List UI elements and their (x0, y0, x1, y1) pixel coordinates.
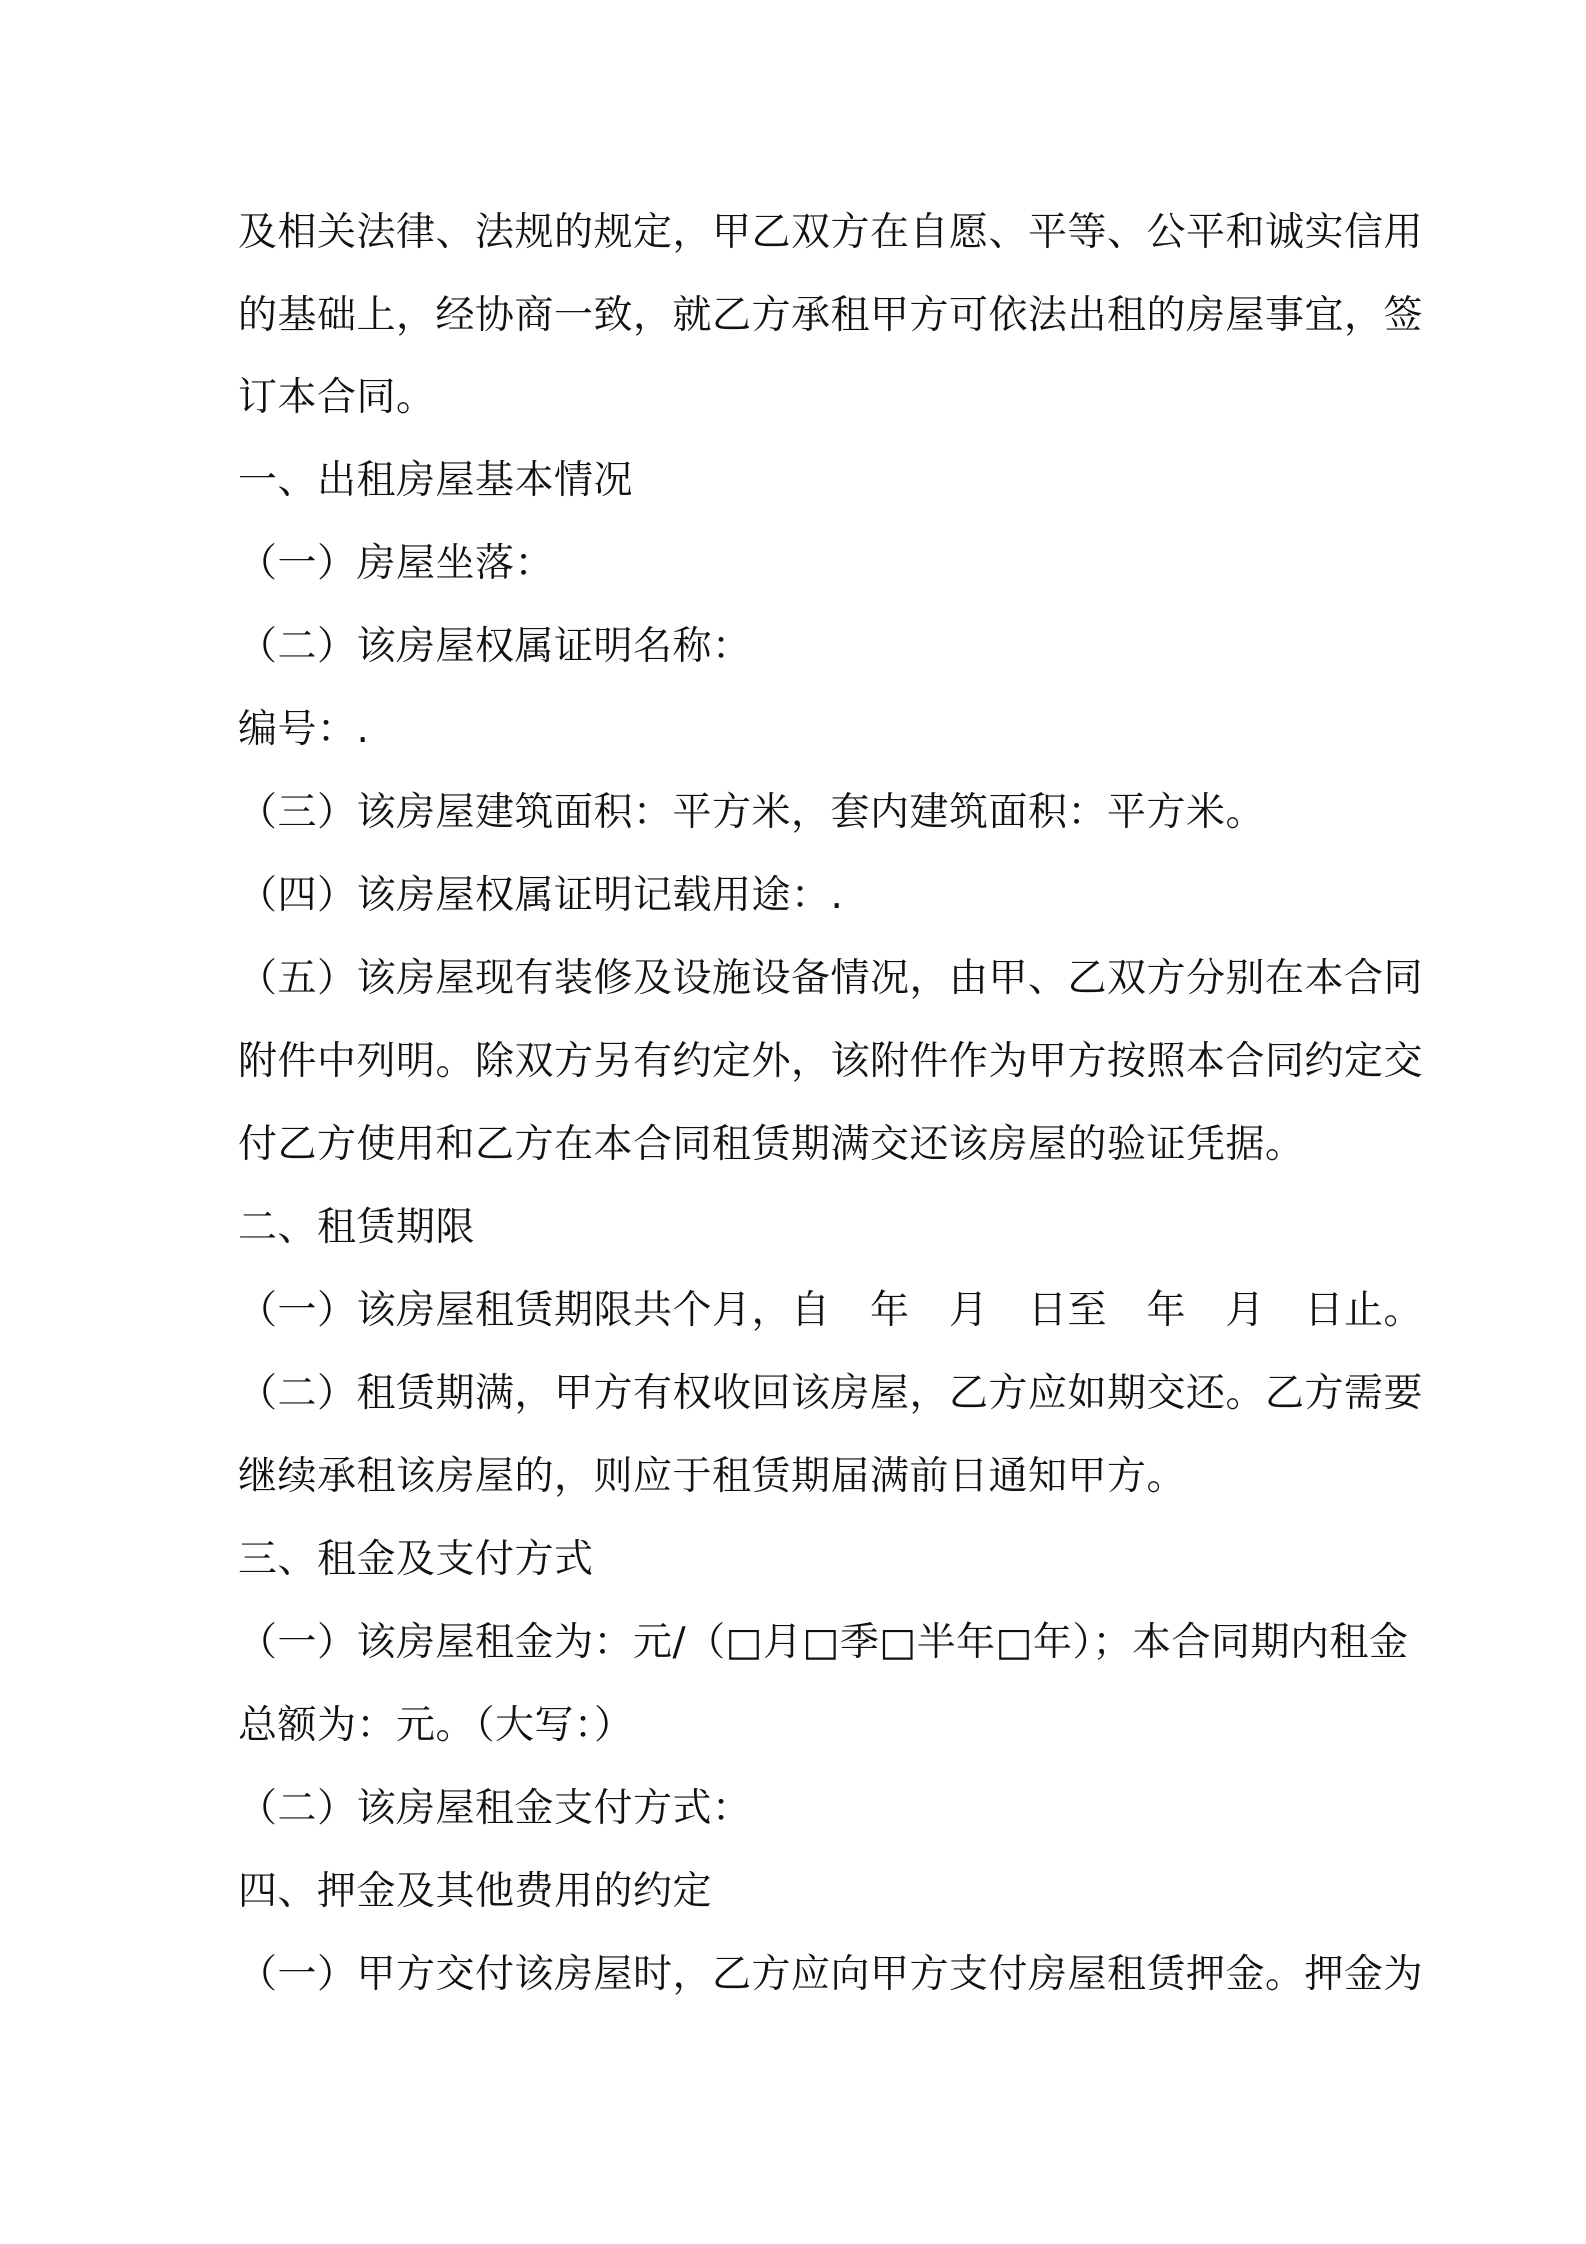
paragraph-line: 总额为：元。（大写：） (238, 1703, 634, 1748)
paragraph-line: （二）该房屋租金支付方式： (238, 1786, 752, 1831)
section-heading: 四、押金及其他费用的约定 (238, 1869, 713, 1914)
paragraph-line: 的基础上，经协商一致，就乙方承租甲方可依法出租的房屋事宜，签 (238, 293, 1424, 338)
paragraph-line: 付乙方使用和乙方在本合同租赁期满交还该房屋的验证凭据。 (238, 1122, 1305, 1167)
paragraph-line: （四）该房屋权属证明记载用途：. (238, 873, 844, 918)
paragraph-line: （二）租赁期满，甲方有权收回该房屋，乙方应如期交还。乙方需要 (238, 1371, 1424, 1416)
paragraph-line: （一）该房屋租金为：元/（□月□季□半年□年）；本合同期内租金 (238, 1620, 1409, 1665)
paragraph-line: （一）甲方交付该房屋时，乙方应向甲方支付房屋租赁押金。押金为 (238, 1952, 1424, 1997)
paragraph-line: 订本合同。 (238, 375, 436, 420)
paragraph-line: （一）该房屋租赁期限共个月，自 年 月 日至 年 月 日止。 (238, 1288, 1424, 1333)
paragraph-line: 编号：. (238, 707, 370, 752)
paragraph-line: 及相关法律、法规的规定，甲乙双方在自愿、平等、公平和诚实信用 (238, 210, 1424, 255)
section-heading: 一、出租房屋基本情况 (238, 458, 634, 503)
paragraph-line: （二）该房屋权属证明名称： (238, 624, 752, 669)
paragraph-line: （一）房屋坐落： (238, 541, 555, 586)
paragraph-line: 附件中列明。除双方另有约定外，该附件作为甲方按照本合同约定交 (238, 1039, 1424, 1084)
paragraph-line: （五）该房屋现有装修及设施设备情况，由甲、乙双方分别在本合同 (238, 956, 1424, 1001)
paragraph-line: （三）该房屋建筑面积：平方米，套内建筑面积：平方米。 (238, 790, 1266, 835)
section-heading: 三、租金及支付方式 (238, 1537, 594, 1582)
section-heading: 二、租赁期限 (238, 1205, 476, 1250)
paragraph-line: 继续承租该房屋的，则应于租赁期届满前日通知甲方。 (238, 1454, 1187, 1499)
